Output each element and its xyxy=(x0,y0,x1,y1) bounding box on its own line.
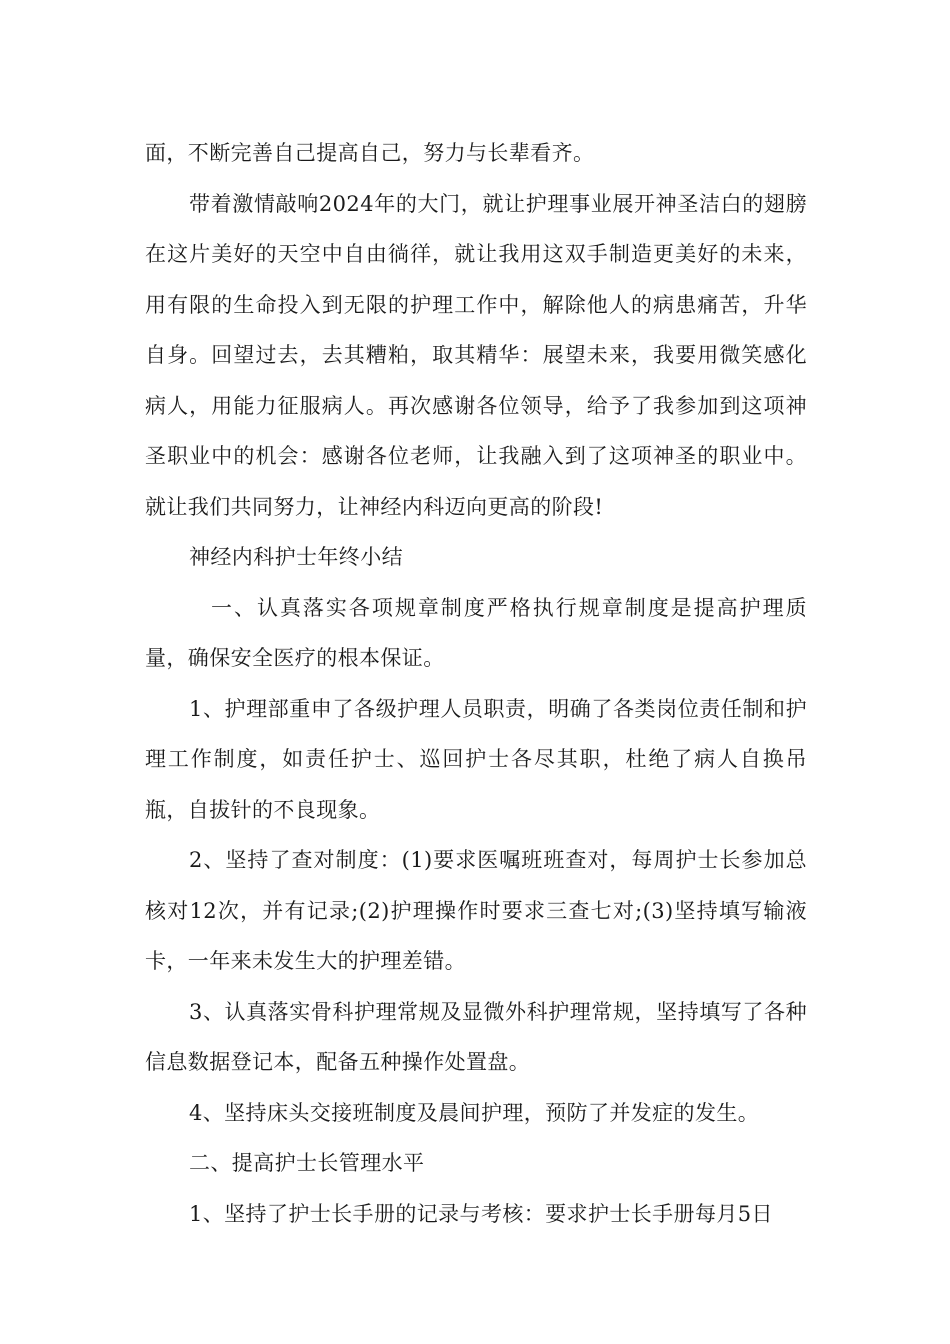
list-item-3: 3、认真落实骨科护理常规及显微外科护理常规，坚持填写了各种信息数据登记本，配备五种操作处置盘。 xyxy=(145,999,807,1074)
list-item-1: 1、护理部重申了各级护理人员职责，明确了各类岗位责任制和护理工作制度，如责任护士、巡回护士各尽其职，杜绝了病人自换吊瓶，自拔针的不良现象。 xyxy=(145,696,807,822)
paragraph-closing-remarks: 带着激情敲响2024年的大门，就让护理事业展开神圣洁白的翅膀在这片美好的天空中自由徜徉，就让我用这双手制造更美好的未来，用有限的生命投入到无限的护理工作中，解除他人的病患痛苦，升华自身。回望过去，去其糟粕，取其精华：展望未来，我要用微笑感化病人，用能力征服病人。再次感谢各位领导，给予了我参加到这项神圣职业中的机会：感谢各位老师，让我融入到了这项神圣的职业中。就让我们共同努力，让神经内科迈向更高的阶段! xyxy=(145,191,807,519)
paragraph-continuation: 面，不断完善自己提高自己，努力与长辈看齐。 xyxy=(145,141,595,165)
list-item-2: 2、坚持了查对制度：(1)要求医嘱班班查对，每周护士长参加总核对12次，并有记录;(2)护理操作时要求三查七对;(3)坚持填写输液卡，一年来未发生大的护理差错。 xyxy=(145,848,807,973)
heading-section-one: 一、认真落实各项规章制度严格执行规章制度是提高护理质量，确保安全医疗的根本保证。 xyxy=(145,595,807,670)
list-item-4: 4、坚持床头交接班制度及晨间护理，预防了并发症的发生。 xyxy=(189,1100,760,1125)
section-title: 神经内科护士年终小结 xyxy=(189,545,403,569)
list-item-5: 1、坚持了护士长手册的记录与考核：要求护士长手册每月5日 xyxy=(189,1201,773,1226)
document-body xyxy=(145,128,807,1239)
heading-section-two: 二、提高护士长管理水平 xyxy=(189,1151,425,1175)
